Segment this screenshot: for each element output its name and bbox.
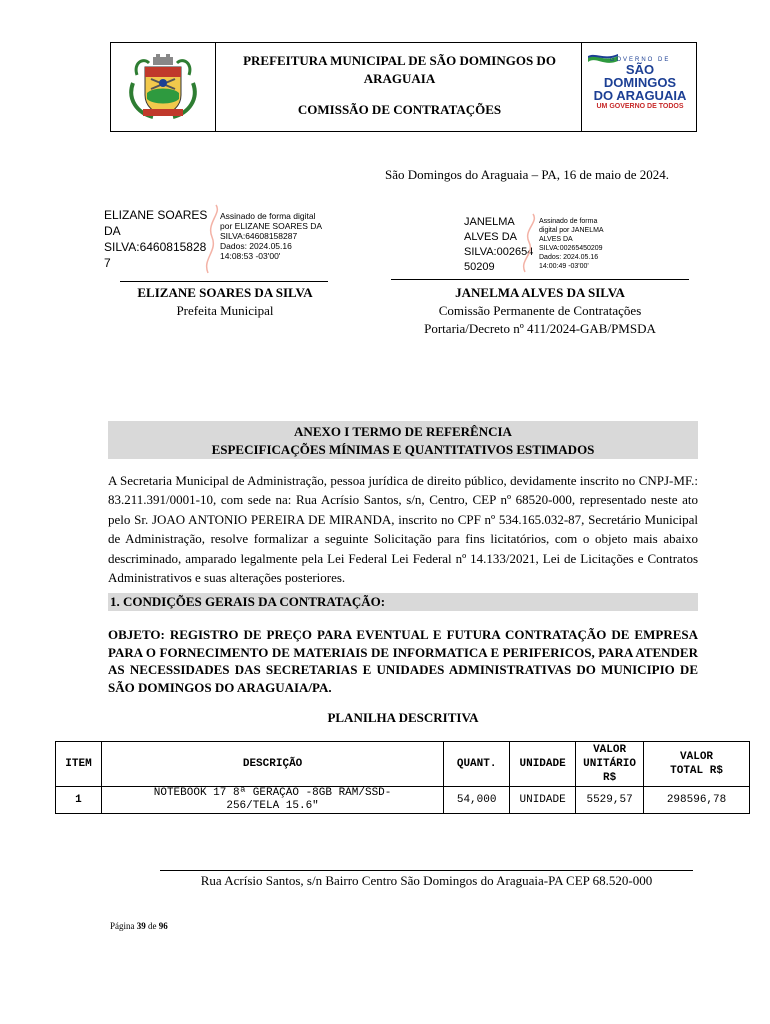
page-current: 39 (136, 921, 146, 931)
header-line: R$ (602, 772, 617, 784)
gov-logo-line2: SÃO DOMINGOS (603, 62, 677, 90)
page-total: 96 (158, 921, 168, 931)
signature-2-caption (390, 284, 690, 338)
header-line: VALOR (680, 751, 714, 763)
intro-paragraph: A Secretaria Municipal de Administração, pessoa jurídica de direito público, devidamente inscrito no CNPJ-MF.: 83.211.391/0001-10, com sede na: Rua Acrísio Santos, s/n, Centro, CEP nº 68520-000, representado neste ato pelo Sr. JOAO ANTONIO PEREIRA DE MIRANDA, inscrito no CPF nº 534.165.032-87, Secretário Municipal de Administração, resolve formalizar a seguinte Solicitação para fins licitatórios, com o objeto mais abaixo descriminado, amparado legalmente pela Lei Federal Lei Federal nº 14.133/2021, Lei de Licitações e Contratos Administrativos e suas alterações posteriores. (108, 473, 698, 586)
sig1-note-line: Assinado de forma digital (220, 211, 316, 221)
cell-unidade: UNIDADE (510, 787, 576, 814)
signature-1-line (120, 281, 328, 282)
signature-2-digital-note (539, 217, 604, 271)
sig2-note-line: digital por JANELMA (539, 227, 604, 234)
footer-address: Rua Acrísio Santos, s/n Bairro Centro São Domingos do Araguaia-PA CEP 68.520-000 (200, 873, 653, 888)
sig1-note-line: por ELIZANE SOARES DA (220, 221, 323, 231)
spec-table (55, 741, 750, 814)
cell-valor-total: 298596,78 (644, 787, 750, 814)
government-logo (590, 55, 690, 110)
signer-1-name: ELIZANE SOARES DA SILVA (137, 285, 313, 300)
col-header-valor-unitario (576, 742, 644, 787)
cell-valor-unitario: 5529,57 (576, 787, 644, 814)
municipal-coat-of-arms-icon (123, 53, 203, 123)
header-line: VALOR (593, 744, 627, 756)
signer-1-role: Prefeita Municipal (176, 303, 274, 318)
left-logo-cell (111, 43, 216, 131)
signer-2-role: Comissão Permanente de Contratações (438, 303, 642, 318)
cell-item: 1 (56, 787, 102, 814)
header-title-cell (216, 43, 583, 131)
signer-2-role: Portaria/Decreto nº 411/2024-GAB/PMSDA (424, 321, 656, 336)
col-header-unidade: UNIDADE (510, 742, 576, 787)
gov-logo-line1: GOVERNO DE (609, 57, 671, 63)
sig2-note-line: Dados: 2024.05.16 (539, 254, 599, 261)
signer-2-name: JANELMA ALVES DA SILVA (455, 285, 625, 300)
annex-title-box (108, 421, 698, 459)
cell-descricao (101, 787, 443, 814)
header-box (110, 42, 697, 132)
sig2-name-line: SILVA:002654 (464, 246, 534, 258)
sig1-name-line: DA (104, 224, 121, 238)
page-prefix: Página (110, 921, 135, 931)
col-header-descricao: DESCRIÇÃO (101, 742, 443, 787)
header-title: PREFEITURA MUNICIPAL DE SÃO DOMINGOS DO ARAGUAIA (243, 53, 556, 86)
right-logo-cell (581, 43, 696, 131)
sig2-note-line: 14:00:49 -03'00' (539, 263, 589, 270)
planilha-title: PLANILHA DESCRITIVA (327, 710, 479, 725)
objeto-text: OBJETO: REGISTRO DE PREÇO PARA EVENTUAL E FUTURA CONTRATAÇÃO DE EMPRESA PARA O FORNECIMENTO DE MATERIAIS DE INFORMATICA E PERIFERICOS, PARA ATENDER AS NECESSIDADES DAS SECRETARIAS E UNIDADES ADMINISTRATIVAS DO MUNICIPIO DE SÃO DOMINGOS DO ARAGUAIA/PA. (108, 627, 698, 695)
sig2-note-line: SILVA:00265450209 (539, 245, 603, 252)
place-date: São Domingos do Araguaia – PA, 16 de maio de 2024. (385, 167, 670, 182)
signature-1-caption (100, 284, 350, 320)
header-line: UNITÁRIO (583, 758, 636, 770)
header-line: TOTAL R$ (670, 765, 723, 777)
gov-logo-line4: UM GOVERNO DE TODOS (596, 103, 684, 110)
descricao-line: 256/TELA 15.6" (226, 800, 319, 812)
signature-2-line (391, 279, 689, 280)
sig1-note-line: SILVA:64608158287 (220, 231, 298, 241)
sig1-name-line: ELIZANE SOARES (104, 208, 208, 222)
footer-divider (160, 870, 693, 871)
col-header-valor-total (644, 742, 750, 787)
header-subtitle: COMISSÃO DE CONTRATAÇÕES (297, 102, 502, 117)
page-number (110, 921, 168, 931)
sig2-name-line: JANELMA (464, 216, 515, 228)
signature-1-digital-note (220, 211, 322, 261)
table-row (56, 787, 750, 814)
descricao-line: NOTEBOOK 17 8ª GERAÇÃO -8GB RAM/SSD- (153, 787, 392, 799)
sig1-note-line: Dados: 2024.05.16 (220, 241, 292, 251)
table-header-row (56, 742, 750, 787)
sig1-name-line: 7 (104, 256, 111, 270)
sig2-note-line: ALVES DA (539, 236, 573, 243)
annex-title-line1: ANEXO I TERMO DE REFERÊNCIA (294, 424, 512, 439)
gov-logo-line3: DO ARAGUAIA (593, 88, 687, 103)
annex-title-line2: ESPECIFICAÇÕES MÍNIMAS E QUANTITATIVOS ESTIMADOS (211, 442, 595, 457)
sig1-note-line: 14:08:53 -03'00' (220, 251, 281, 261)
col-header-quant: QUANT. (444, 742, 510, 787)
cell-quant: 54,000 (444, 787, 510, 814)
signature-1-digital-name (104, 207, 207, 271)
sig2-note-line: Assinado de forma (539, 218, 598, 225)
section-1-title: 1. CONDIÇÕES GERAIS DA CONTRATAÇÃO: (108, 593, 698, 611)
page-sep: de (148, 921, 157, 931)
signature-mark-icon (515, 212, 541, 274)
col-header-item: ITEM (56, 742, 102, 787)
sig1-name-line: SILVA:6460815828 (104, 240, 207, 254)
sig2-name-line: ALVES DA (464, 231, 517, 243)
sig2-name-line: 50209 (464, 261, 495, 273)
